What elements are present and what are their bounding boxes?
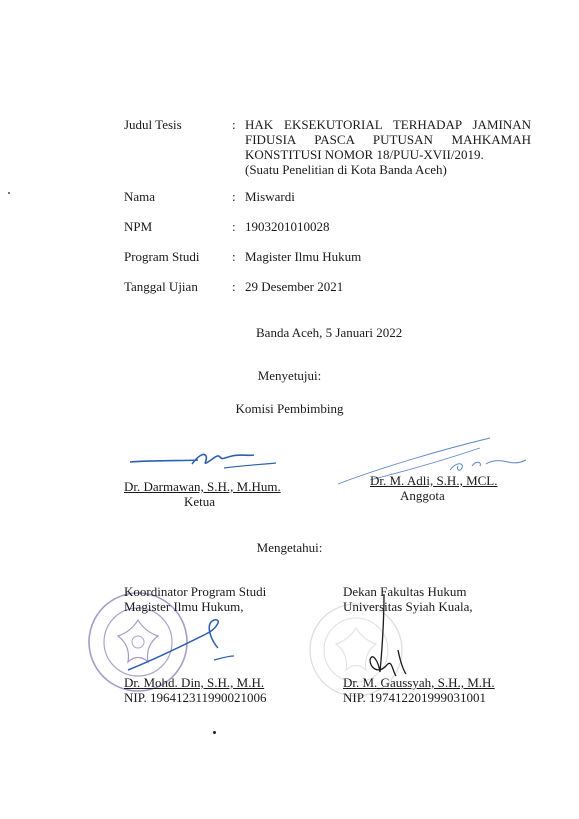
thesis-title-line-1: HAK EKSEKUTORIAL TERHADAP JAMINAN	[245, 117, 531, 132]
place-date: Banda Aceh, 5 Januari 2022	[256, 325, 403, 340]
npm-colon: :	[232, 219, 236, 234]
coordinator-nip: NIP. 196412311990021006	[124, 690, 267, 705]
chair-role: Ketua	[184, 494, 216, 509]
npm-label: NPM	[124, 219, 153, 234]
coordinator-signature	[118, 612, 238, 682]
coordinator-name: Dr. Mohd. Din, S.H., M.H.	[124, 675, 265, 690]
program-value: Magister Ilmu Hukum	[245, 249, 362, 264]
exam-date-colon: :	[232, 279, 236, 294]
committee-heading: Komisi Pembimbing	[235, 401, 344, 416]
chair-name: Dr. Darmawan, S.H., M.Hum.	[124, 479, 281, 494]
approved-heading: Menyetujui:	[257, 368, 322, 383]
speck-dot	[213, 731, 216, 734]
exam-date-value: 29 Desember 2021	[245, 279, 344, 294]
chair-signature	[128, 446, 288, 476]
program-colon: :	[232, 249, 236, 264]
program-label: Program Studi	[124, 249, 200, 264]
name-label: Nama	[124, 189, 156, 204]
dean-nip: NIP. 197412201999031001	[343, 690, 487, 705]
name-value: Miswardi	[245, 189, 295, 204]
thesis-title-line-4: (Suatu Penelitian di Kota Banda Aceh)	[245, 162, 447, 177]
known-heading: Mengetahui:	[256, 540, 323, 555]
coordinator-line-1: Koordinator Program Studi	[124, 584, 267, 599]
name-colon: :	[232, 189, 236, 204]
coordinator-line-2: Magister Ilmu Hukum,	[124, 599, 244, 614]
exam-date-label: Tanggal Ujian	[124, 279, 198, 294]
thesis-title-line-2: FIDUSIA PASCA PUTUSAN MAHKAMAH	[245, 132, 531, 147]
title-colon: :	[232, 117, 236, 132]
member-role: Anggota	[400, 488, 445, 503]
member-name: Dr. M. Adli, S.H., MCL.	[370, 473, 498, 488]
thesis-title-line-3: KONSTITUSI NOMOR 18/PUU-XVII/2019.	[245, 147, 484, 162]
dean-line-1: Dekan Fakultas Hukum	[343, 584, 467, 599]
npm-value: 1903201010028	[245, 219, 330, 234]
dean-line-2: Universitas Syiah Kuala,	[343, 599, 473, 614]
speck-dot	[8, 192, 10, 194]
title-label: Judul Tesis	[124, 117, 182, 132]
dean-name: Dr. M. Gaussyah, S.H., M.H.	[343, 675, 495, 690]
